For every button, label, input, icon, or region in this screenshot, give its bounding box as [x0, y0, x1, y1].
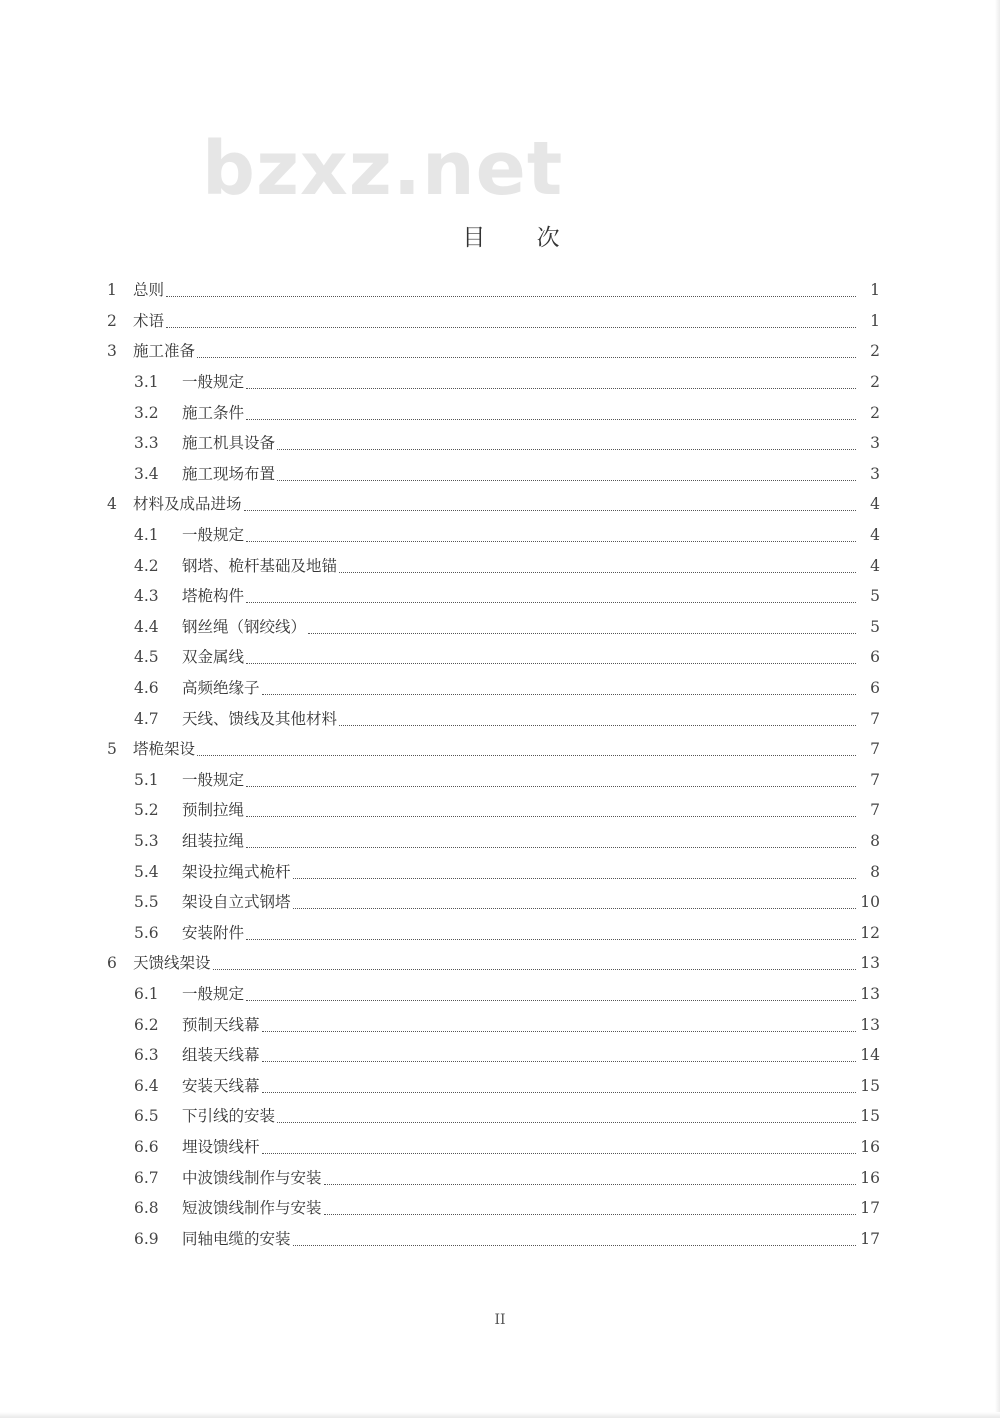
toc-entry-page: 7 — [870, 770, 880, 789]
toc-entry[interactable] — [0, 306, 1000, 337]
toc-entry-page: 2 — [870, 373, 880, 392]
toc-entry-page: 4 — [870, 495, 880, 514]
dot-leader — [293, 907, 856, 909]
toc-entry-label: 术语 — [133, 311, 165, 330]
toc-entry-label: 安装天线幕 — [182, 1076, 260, 1095]
toc-entry-number: 4.3 — [134, 587, 159, 606]
toc-entry-number: 6.5 — [134, 1107, 159, 1126]
toc-entry[interactable] — [0, 336, 1000, 367]
dot-leader — [262, 1091, 856, 1093]
toc-entry-page: 10 — [860, 893, 880, 912]
dot-leader — [262, 693, 856, 695]
toc-entry[interactable] — [0, 1193, 1000, 1224]
table-of-contents — [0, 275, 1000, 1254]
toc-entry-number: 3.3 — [134, 434, 159, 453]
toc-entry-page: 1 — [870, 281, 880, 300]
toc-entry[interactable] — [0, 1009, 1000, 1040]
dot-leader — [246, 999, 856, 1001]
toc-entry-number: 3.4 — [134, 464, 159, 483]
toc-entry-number: 4.5 — [134, 648, 159, 667]
toc-entry-page: 2 — [870, 403, 880, 422]
toc-entry[interactable] — [0, 428, 1000, 459]
toc-entry-number: 6.2 — [134, 1015, 159, 1034]
toc-entry-number: 6.6 — [134, 1137, 159, 1156]
toc-entry-label: 一般规定 — [182, 984, 245, 1003]
toc-entry-number: 4.6 — [134, 679, 159, 698]
toc-entry-label: 架设拉绳式桅杆 — [182, 862, 291, 881]
toc-entry-page: 7 — [870, 709, 880, 728]
toc-entry[interactable] — [0, 1040, 1000, 1071]
dot-leader — [324, 1183, 856, 1185]
toc-entry[interactable] — [0, 397, 1000, 428]
toc-entry-label: 天馈线架设 — [133, 954, 211, 973]
toc-entry-label: 钢塔、桅杆基础及地锚 — [182, 556, 338, 575]
toc-entry-label: 一般规定 — [182, 373, 245, 392]
toc-entry-page: 17 — [860, 1199, 880, 1218]
toc-entry-label: 总则 — [133, 281, 165, 300]
toc-entry-label: 中波馈线制作与安装 — [182, 1168, 322, 1187]
toc-entry-label: 组装拉绳 — [182, 831, 245, 850]
page-edge-bottom — [0, 1412, 1000, 1418]
toc-entry[interactable] — [0, 765, 1000, 796]
toc-entry[interactable] — [0, 734, 1000, 765]
dot-leader — [197, 754, 856, 756]
toc-entry-label: 施工机具设备 — [182, 434, 276, 453]
toc-entry-number: 3.1 — [134, 373, 159, 392]
toc-entry-page: 3 — [870, 434, 880, 453]
toc-entry-label: 预制拉绳 — [182, 801, 245, 820]
toc-entry-page: 16 — [860, 1137, 880, 1156]
toc-entry-label: 塔桅构件 — [182, 587, 245, 606]
toc-entry-label: 预制天线幕 — [182, 1015, 260, 1034]
dot-leader — [213, 968, 856, 970]
toc-entry-number: 4.2 — [134, 556, 159, 575]
toc-entry-number: 3.2 — [134, 403, 159, 422]
dot-leader — [166, 326, 856, 328]
toc-entry-page: 13 — [860, 954, 880, 973]
toc-entry[interactable] — [0, 979, 1000, 1010]
dot-leader — [197, 356, 856, 358]
toc-entry[interactable] — [0, 856, 1000, 887]
dot-leader — [244, 509, 856, 511]
dot-leader — [277, 448, 856, 450]
toc-entry[interactable] — [0, 917, 1000, 948]
dot-leader — [262, 1152, 856, 1154]
toc-entry-number: 6.9 — [134, 1229, 159, 1248]
toc-entry-page: 2 — [870, 342, 880, 361]
dot-leader — [166, 295, 856, 297]
toc-entry[interactable] — [0, 459, 1000, 490]
toc-entry-page: 7 — [870, 801, 880, 820]
toc-entry-page: 15 — [860, 1076, 880, 1095]
toc-entry[interactable] — [0, 520, 1000, 551]
toc-entry-number: 5.4 — [134, 862, 159, 881]
toc-entry-page: 15 — [860, 1107, 880, 1126]
toc-entry[interactable] — [0, 1132, 1000, 1163]
toc-entry[interactable] — [0, 612, 1000, 643]
toc-entry[interactable] — [0, 581, 1000, 612]
toc-entry-label: 一般规定 — [182, 526, 245, 545]
toc-entry-number: 5.3 — [134, 831, 159, 850]
toc-entry-page: 16 — [860, 1168, 880, 1187]
toc-entry-page: 8 — [870, 831, 880, 850]
toc-entry[interactable] — [0, 275, 1000, 306]
toc-entry[interactable] — [0, 887, 1000, 918]
dot-leader — [246, 418, 856, 420]
toc-entry[interactable] — [0, 673, 1000, 704]
toc-entry-number: 4.7 — [134, 709, 159, 728]
toc-entry-number: 6.7 — [134, 1168, 159, 1187]
toc-entry-page: 1 — [870, 311, 880, 330]
toc-entry-page: 5 — [870, 587, 880, 606]
toc-entry-page: 4 — [870, 556, 880, 575]
dot-leader — [324, 1213, 856, 1215]
toc-entry[interactable] — [0, 795, 1000, 826]
toc-entry-label: 施工准备 — [133, 342, 196, 361]
toc-entry-number: 4.4 — [134, 617, 159, 636]
toc-entry[interactable] — [0, 826, 1000, 857]
toc-entry-page: 12 — [860, 923, 880, 942]
toc-entry-page: 14 — [860, 1046, 880, 1065]
toc-entry[interactable] — [0, 550, 1000, 581]
toc-entry-label: 短波馈线制作与安装 — [182, 1199, 322, 1218]
toc-entry[interactable] — [0, 1162, 1000, 1193]
toc-entry-label: 同轴电缆的安装 — [182, 1229, 291, 1248]
toc-entry[interactable] — [0, 367, 1000, 398]
toc-entry-label: 高频绝缘子 — [182, 679, 260, 698]
dot-leader — [277, 1121, 856, 1123]
dot-leader — [262, 1030, 856, 1032]
toc-entry[interactable] — [0, 948, 1000, 979]
toc-entry-page: 17 — [860, 1229, 880, 1248]
toc-entry-label: 双金属线 — [182, 648, 245, 667]
toc-entry-number: 5.6 — [134, 923, 159, 942]
toc-entry[interactable] — [0, 703, 1000, 734]
toc-entry-number: 5.2 — [134, 801, 159, 820]
dot-leader — [277, 479, 856, 481]
toc-entry[interactable] — [0, 1070, 1000, 1101]
toc-entry-page: 13 — [860, 1015, 880, 1034]
toc-entry-label: 一般规定 — [182, 770, 245, 789]
page-number: II — [494, 1312, 506, 1328]
toc-entry-number: 4.1 — [134, 526, 159, 545]
dot-leader — [339, 571, 856, 573]
toc-entry-number: 5.5 — [134, 893, 159, 912]
toc-entry-label: 施工条件 — [182, 403, 245, 422]
toc-entry[interactable] — [0, 489, 1000, 520]
toc-entry-page: 3 — [870, 464, 880, 483]
toc-entry-number: 2 — [107, 311, 117, 330]
toc-entry-number: 6.1 — [134, 984, 159, 1003]
toc-entry-label: 安装附件 — [182, 923, 245, 942]
dot-leader — [246, 540, 856, 542]
dot-leader — [246, 938, 856, 940]
toc-entry-number: 1 — [107, 281, 117, 300]
toc-entry-number: 6.3 — [134, 1046, 159, 1065]
dot-leader — [293, 877, 856, 879]
watermark: bzxz.net — [202, 126, 564, 212]
toc-entry-label: 下引线的安装 — [182, 1107, 276, 1126]
toc-entry-label: 材料及成品进场 — [133, 495, 242, 514]
dot-leader — [246, 662, 856, 664]
toc-entry-number: 5 — [107, 740, 117, 759]
toc-entry-page: 13 — [860, 984, 880, 1003]
toc-entry-label: 施工现场布置 — [182, 464, 276, 483]
page-title: 目 次 — [462, 225, 582, 251]
toc-entry-number: 6 — [107, 954, 117, 973]
toc-entry-page: 6 — [870, 648, 880, 667]
toc-entry-label: 钢丝绳（钢绞线） — [182, 617, 307, 636]
toc-entry-number: 4 — [107, 495, 117, 514]
toc-entry-label: 天线、馈线及其他材料 — [182, 709, 338, 728]
toc-entry-page: 8 — [870, 862, 880, 881]
dot-leader — [246, 785, 856, 787]
toc-entry[interactable] — [0, 1101, 1000, 1132]
toc-entry-number: 5.1 — [134, 770, 159, 789]
dot-leader — [262, 1060, 856, 1062]
toc-entry-page: 6 — [870, 679, 880, 698]
toc-entry-label: 埋设馈线杆 — [182, 1137, 260, 1156]
toc-entry-number: 6.8 — [134, 1199, 159, 1218]
toc-entry-label: 塔桅架设 — [133, 740, 196, 759]
dot-leader — [246, 387, 856, 389]
dot-leader — [339, 724, 856, 726]
toc-entry-page: 5 — [870, 617, 880, 636]
toc-entry[interactable] — [0, 1223, 1000, 1254]
dot-leader — [293, 1244, 856, 1246]
toc-entry-page: 4 — [870, 526, 880, 545]
toc-entry-page: 7 — [870, 740, 880, 759]
dot-leader — [246, 601, 856, 603]
toc-entry-label: 组装天线幕 — [182, 1046, 260, 1065]
toc-entry[interactable] — [0, 642, 1000, 673]
dot-leader — [246, 846, 856, 848]
toc-entry-number: 3 — [107, 342, 117, 361]
dot-leader — [246, 815, 856, 817]
dot-leader — [308, 632, 856, 634]
toc-entry-label: 架设自立式钢塔 — [182, 893, 291, 912]
toc-entry-number: 6.4 — [134, 1076, 159, 1095]
